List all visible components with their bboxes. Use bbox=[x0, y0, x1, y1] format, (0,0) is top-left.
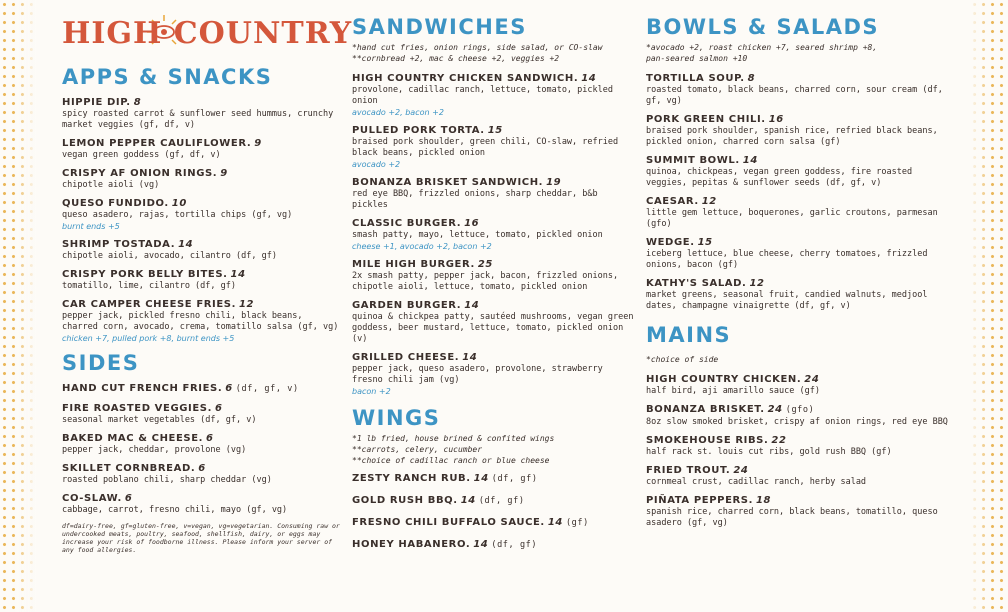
menu-item: HONEY HABANERO. 14 (df, gf) bbox=[352, 539, 538, 550]
apps-list bbox=[62, 96, 340, 344]
sides-list bbox=[62, 382, 340, 516]
menu-item: PORK GREEN CHILI. 16 braised pork shoulder, spanish rice, refried black beans, pickled onion, charred corn salsa (gf) bbox=[646, 114, 938, 147]
menu-item: SHRIMP TOSTADA. 14 chipotle aioli, avocado, cilantro (df, gf) bbox=[62, 239, 277, 261]
sandwiches-list bbox=[352, 72, 636, 397]
menu-item: SUMMIT BOWL. 14 quinoa, chickpeas, vegan green goddess, fire roasted veggies, pepitas & sunflower seeds (df, gf, v) bbox=[646, 155, 913, 188]
menu-item: HAND CUT FRENCH FRIES. 6 (df, gf, v) bbox=[62, 383, 299, 394]
menu-item: CRISPY PORK BELLY BITES. 14 tomatillo, lime, cilantro (df, gf) bbox=[62, 269, 246, 291]
menu-item: CLASSIC BURGER. 16 smash patty, mayo, lettuce, tomato, pickled onion cheese +1, avocado +2, bacon +2 bbox=[352, 217, 636, 252]
section-note: *1 lb fried, house brined & confited wings **carrots, celery, cucumber **choice of cadillac ranch or blue cheese bbox=[352, 434, 555, 465]
menu-item: WEDGE. 15 iceberg lettuce, blue cheese, cherry tomatoes, frizzled onions, bacon (gf) bbox=[646, 237, 928, 270]
section-title-bowls: BOWLS & SALADS bbox=[646, 15, 880, 39]
menu-item: BAKED MAC & CHEESE. 6 pepper jack, cheddar, provolone (vg) bbox=[62, 433, 247, 455]
menu-item: FRESNO CHILI BUFFALO SAUCE. 14 (gf) bbox=[352, 517, 589, 528]
addon-note: avocado +2, bacon +2 bbox=[352, 108, 444, 117]
addon-note: chicken +7, pulled pork +8, burnt ends +5 bbox=[62, 334, 235, 343]
menu-item: PIÑATA PEPPERS. 18 spanish rice, charred corn, black beans, tomatillo, queso asadero (gf, vg) bbox=[646, 495, 938, 528]
menu-item: GOLD RUSH BBQ. 14 (df, gf) bbox=[352, 495, 525, 506]
menu-item: HIPPIE DIP. 8 spicy roasted carrot & sunflower seed hummus, crunchy market veggies (gf, df, v) bbox=[62, 97, 334, 130]
menu-item: FRIED TROUT. 24 cornmeal crust, cadillac ranch, herby salad bbox=[646, 465, 867, 487]
restaurant-logo bbox=[62, 14, 353, 54]
menu-item: BONANZA BRISKET SANDWICH. 19 red eye BBQ, frizzled onions, sharp cheddar, b&b pickles bbox=[352, 177, 598, 210]
section-title-sandwiches: SANDWICHES bbox=[352, 15, 527, 39]
allergy-disclaimer: df=dairy-free, gf=gluten-free, v=vegan, vg=vegetarian. Consuming raw or undercooked meats, poultry, seafood, shellfish, dairy, or eggs may increase your risk of foodborne illness. Please inform your server of any food allergies. bbox=[62, 522, 340, 554]
menu-item: QUESO FUNDIDO. 10 queso asadero, rajas, tortilla chips (gf, vg) burnt ends +5 bbox=[62, 197, 340, 232]
bowls-list bbox=[646, 72, 956, 312]
decorative-dot-border-right bbox=[970, 0, 1008, 612]
menu-item: HIGH COUNTRY CHICKEN SANDWICH. 14 provolone, cadillac ranch, lettuce, tomato, pickled onion avocado +2, bacon +2 bbox=[352, 72, 636, 118]
menu-item: CO-SLAW. 6 cabbage, carrot, fresno chili, mayo (gf, vg) bbox=[62, 493, 288, 515]
menu-item: ZESTY RANCH RUB. 14 (df, gf) bbox=[352, 473, 538, 484]
section-title-sides: SIDES bbox=[62, 351, 140, 375]
section-note: *choice of side bbox=[646, 355, 719, 364]
section-note: *avocado +2, roast chicken +7, seared shrimp +8, pan-seared salmon +10 bbox=[646, 43, 878, 63]
menu-item: LEMON PEPPER CAULIFLOWER. 9 vegan green goddess (gf, df, v) bbox=[62, 138, 262, 160]
mains-list bbox=[646, 373, 956, 529]
column-left bbox=[62, 64, 340, 554]
menu-item: CRISPY AF ONION RINGS. 9 chipotle aioli (vg) bbox=[62, 168, 228, 190]
menu-item: SKILLET CORNBREAD. 6 roasted poblano chili, sharp cheddar (vg) bbox=[62, 463, 272, 485]
menu-item: CAR CAMPER CHEESE FRIES. 12 pepper jack, pickled fresno chili, black beans, charred corn, avocado, crema, tomatillo salsa (gf, vg) chicken +7, pulled pork +8, burnt ends +5 bbox=[62, 299, 339, 343]
menu-item: KATHY'S SALAD. 12 market greens, seasonal fruit, candied walnuts, medjool dates, champagne vinaigrette (df, gf, v) bbox=[646, 278, 928, 311]
menu-item: GRILLED CHEESE. 14 pepper jack, queso asadero, provolone, strawberry fresno chili jam (vg) bacon +2 bbox=[352, 351, 636, 397]
section-title-apps: APPS & SNACKS bbox=[62, 65, 273, 89]
menu-item: TORTILLA SOUP. 8 roasted tomato, black beans, charred corn, sour cream (df, gf, vg) bbox=[646, 73, 943, 106]
section-title-mains: MAINS bbox=[646, 323, 732, 347]
addon-note: burnt ends +5 bbox=[62, 222, 120, 231]
menu-item: GARDEN BURGER. 14 quinoa & chickpea patty, sautéed mushrooms, vegan green goddess, beer mustard, lettuce, tomato, pickled onion (v) bbox=[352, 300, 634, 344]
menu-item: PULLED PORK TORTA. 15 braised pork shoulder, green chili, CO-slaw, refried black beans, pickled onion avocado +2 bbox=[352, 124, 636, 170]
wings-list bbox=[352, 472, 636, 552]
menu-item: BONANZA BRISKET. 24 (gfo) 8oz slow smoked brisket, crispy af onion rings, red eye BBQ bbox=[646, 404, 948, 427]
column-right bbox=[646, 14, 956, 535]
logo-text: HIGH COUNTRY bbox=[62, 16, 353, 51]
addon-note: avocado +2 bbox=[352, 160, 401, 169]
column-middle bbox=[352, 14, 636, 558]
addon-note: bacon +2 bbox=[352, 387, 391, 396]
menu-item: HIGH COUNTRY CHICKEN. 24 half bird, aji amarillo sauce (gf) bbox=[646, 374, 820, 396]
menu-item: FIRE ROASTED VEGGIES. 6 seasonal market vegetables (df, gf, v) bbox=[62, 403, 257, 425]
decorative-dot-border-left bbox=[0, 0, 36, 612]
menu-item: SMOKEHOUSE RIBS. 22 half rack st. louis cut ribs, gold rush BBQ (gf) bbox=[646, 435, 892, 457]
section-note: *hand cut fries, onion rings, side salad, or CO-slaw **cornbread +2, mac & cheese +2, veggies +2 bbox=[352, 43, 603, 63]
addon-note: cheese +1, avocado +2, bacon +2 bbox=[352, 242, 492, 251]
menu-item: CAESAR. 12 little gem lettuce, boquerones, garlic croutons, parmesan (gfo) bbox=[646, 196, 938, 229]
section-title-wings: WINGS bbox=[352, 406, 441, 430]
menu-item: MILE HIGH BURGER. 25 2x smash patty, pepper jack, bacon, frizzled onions, chipotle aioli, lettuce, tomato, pickled onion bbox=[352, 259, 619, 292]
